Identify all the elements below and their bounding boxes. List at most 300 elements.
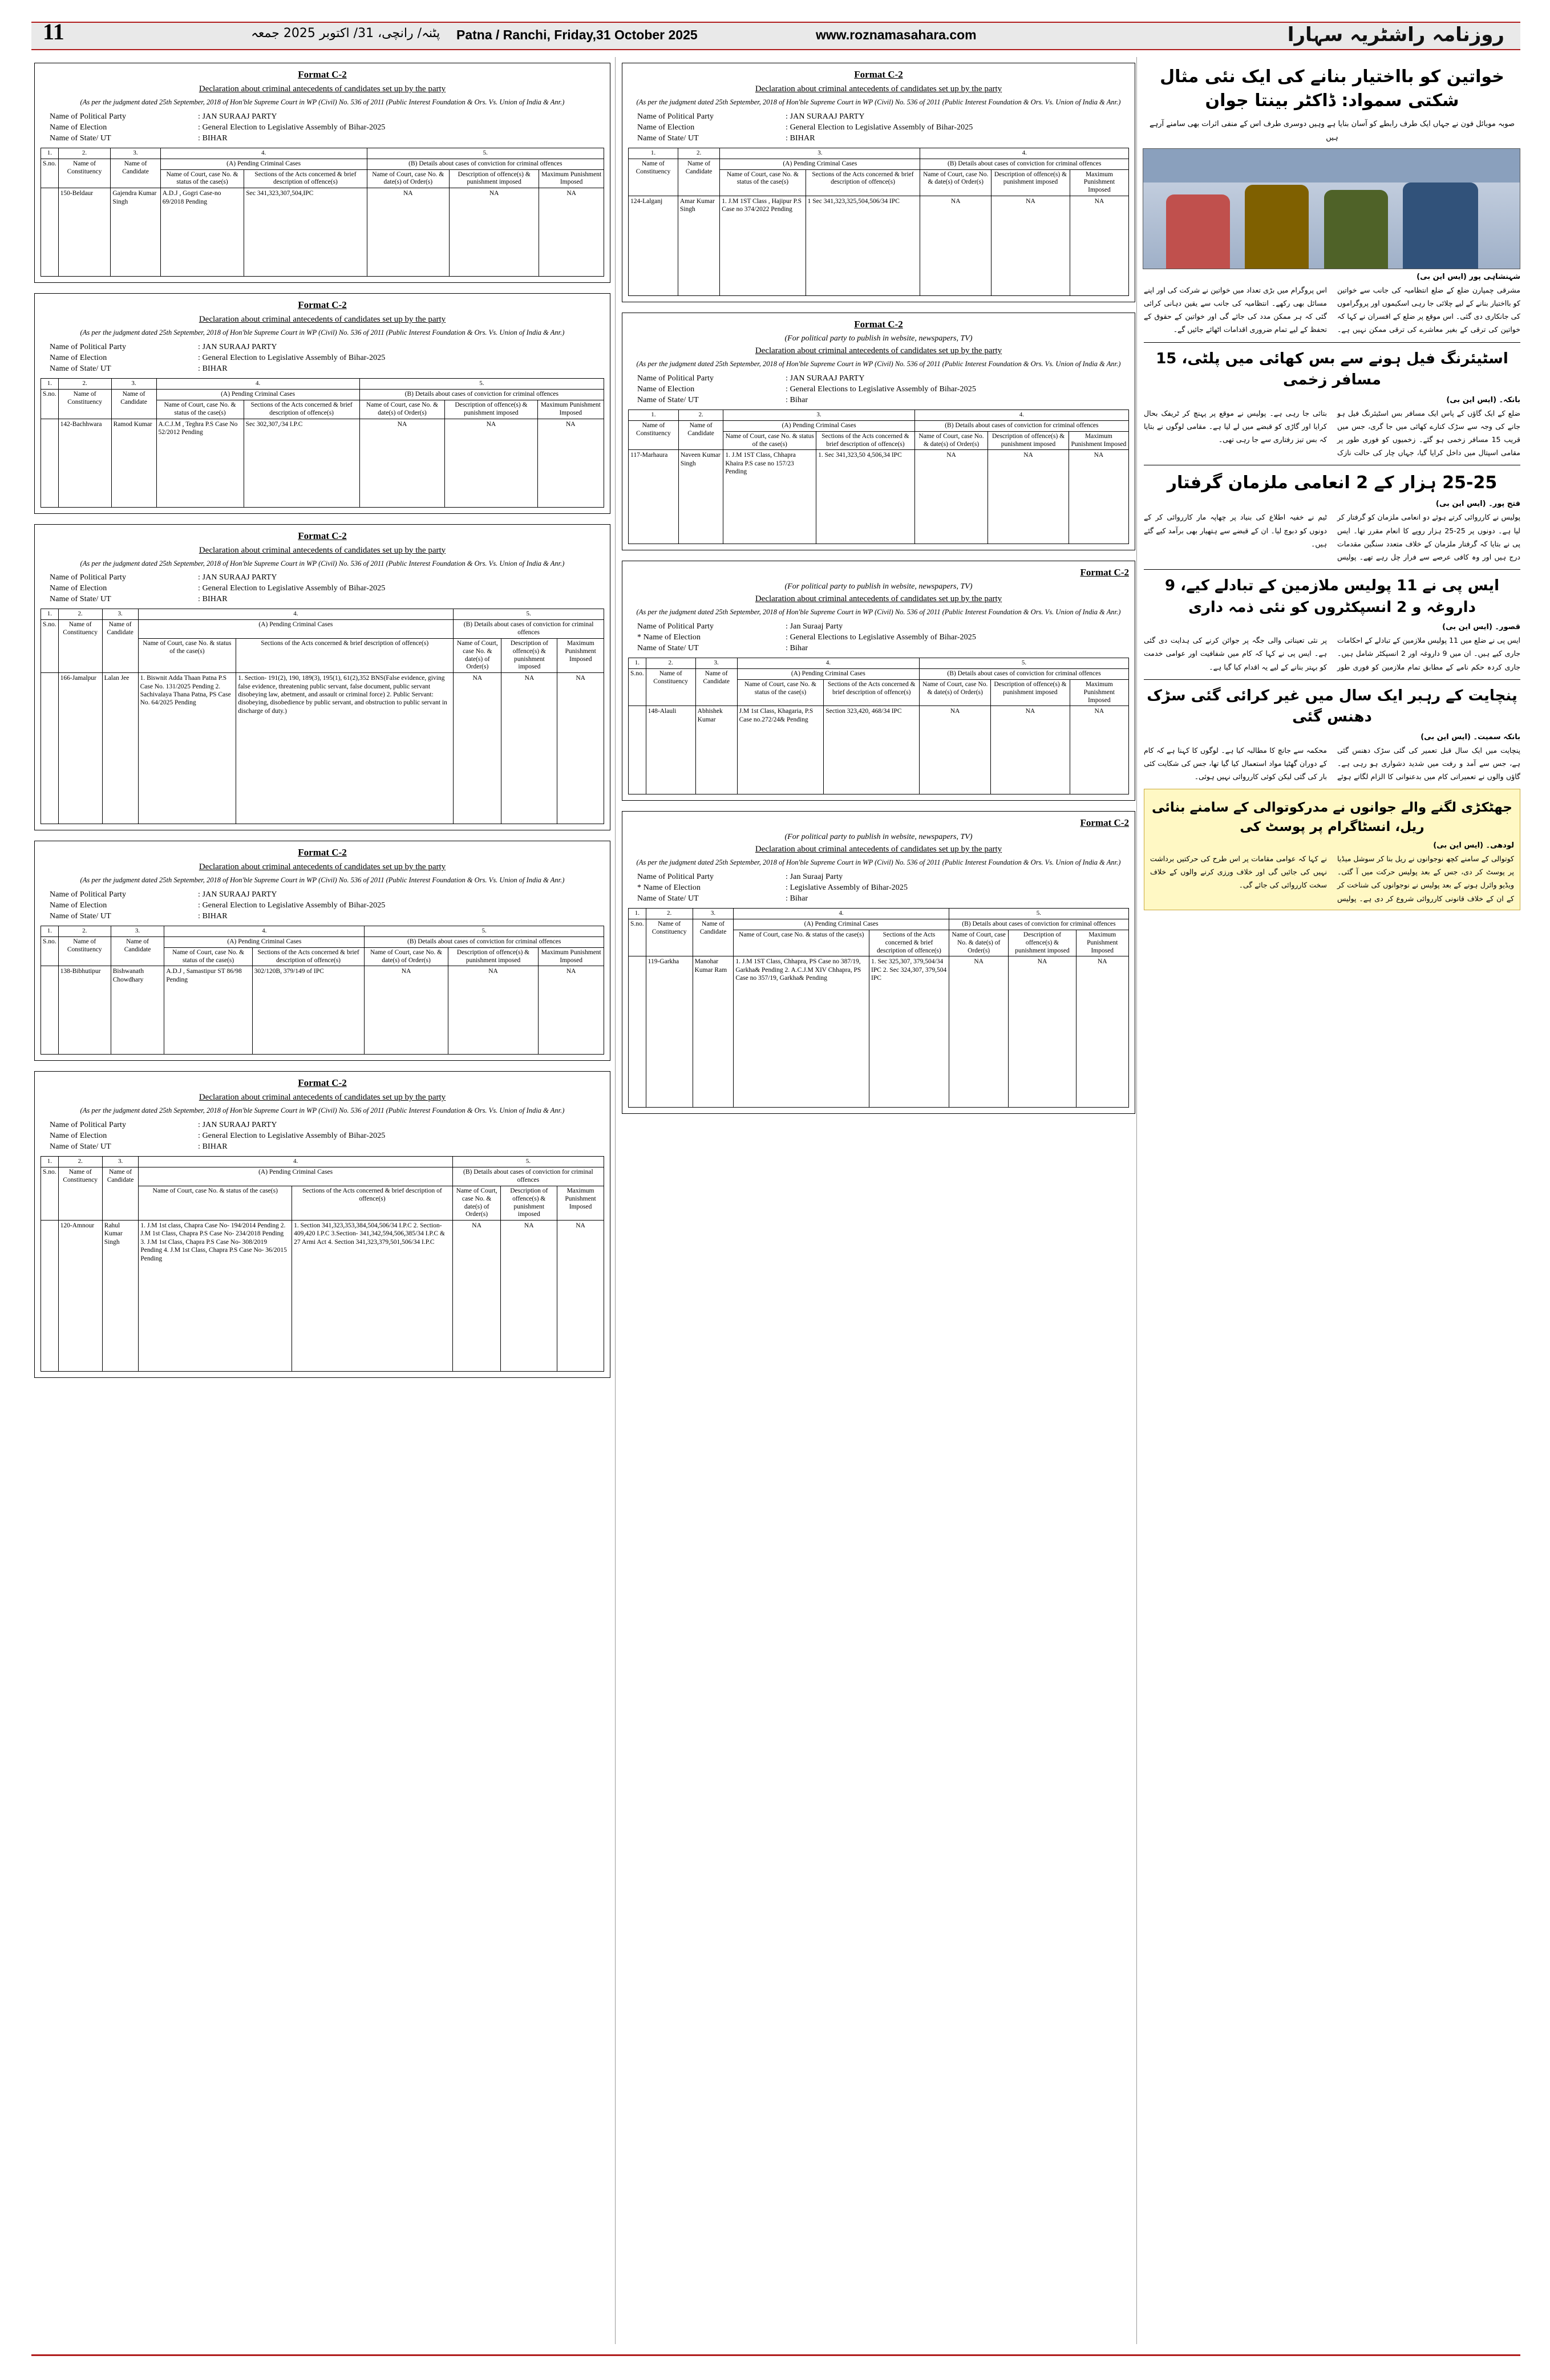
article-dateline: بانکہ سمیت۔ (ایس این بی) [1421,733,1520,742]
label-state: Name of State/ UT [50,595,111,604]
table-row [41,620,604,639]
label-state: Name of State/ UT [50,364,111,374]
format-c2-block [34,1071,610,1378]
candidates-table [41,609,604,824]
label-election: Name of Election [637,123,695,132]
value-state: : Bihar [786,395,808,404]
article-dateline: قصور۔ (ایس این بی) [1442,623,1520,632]
candidates-table [628,148,1129,296]
th-sno: S.no. [41,620,59,673]
th-pending: (A) Pending Criminal Cases [138,620,454,639]
th-conviction: (B) Details about cases of conviction for criminal offences [920,669,1129,680]
format-title: Format C-2 [854,69,903,80]
format-judgment: (As per the judgment dated 25th September, 2018 of Hon'ble Supreme Court in WP (Civil) No. 536 of 2011 (Public Interest Foundation & Ors. Vs. Union of India & Anr.) [80,98,565,106]
label-state: Name of State/ UT [50,133,111,143]
td-sno [41,419,59,507]
table-row [629,919,1129,930]
article-body: مشرقی چمپارن ضلع کے ضلع انتظامیہ کی جانب سے خواتین کو بااختیار بنانے کے لیے چلائی جا رہی اسکیموں اور پروگراموں کی جانکاری دی گئی۔ اس موقع پر ضلع کے افسران نے کہا کہ خواتین کی ترقی کے بغیر معاشرے کی ترقی ممکن نہیں ہے۔ اس پروگرام میں بڑی تعداد میں خواتین نے شرکت کی اور اپنے مسائل بھی رکھے۔ انتظامیہ کی جانب سے یقین دہانی کرائی گئی کہ ہر ممکن مدد کی جائے گی اور خواتین کے حقوق کے تحفظ کے لیے تمام ضروری اقدامات اٹھائے جائیں گے۔ [1144,286,1520,334]
format-declaration: Declaration about criminal antecedents of candidates set up by the party [199,545,446,555]
td-sections: 1. Sec 325,307, 379,504/34 IPC 2. Sec 324,307, 379,504 IPC [869,956,949,1108]
label-election: Name of Election [50,901,107,910]
col-num: 1. [41,926,59,937]
td-court-status: A.D.J , Gogri Case-no 69/2018 Pending [160,188,244,277]
article-body: کوتوالی کے سامنے کچھ نوجوانوں نے ریل بنا کر سوشل میڈیا پر پوسٹ کر دی، جس کے بعد پولیس حرکت میں آ گئی۔ ویڈیو وائرل ہونے کے بعد پولیس نے نوجوانوں کی شناخت کر کے ان کے خلاف قانونی کارروائی شروع کر دی ہے۔ پولیس نے کہا کہ عوامی مقامات پر اس طرح کی حرکتیں برداشت نہیں کی جائیں گی اور خلاف ورزی کرنے والوں کے خلاف سخت کارروائی کی جائے گی۔ [1150,854,1514,903]
column-divider-1 [615,57,616,2344]
col-num: 4. [138,609,454,620]
col-num: 4. [737,658,919,669]
th-constituency: Name of Constituency [646,669,695,706]
article-dateline: شہنشاہی پور (ایس این بی) [1417,273,1520,282]
masthead-urdu-date: پٹنہ/ رانچی، 31/ اکتوبر 2025 جمعہ [251,26,440,40]
td-maxpun: NA [1069,450,1128,544]
td-court-status: 1. J.M 1ST Class, Chhapra, PS Case no 387/19, Garkha& Pending 2. A.C.J.M XIV Chhapra, PS Case no 357/19, Garkha& Pending [734,956,869,1108]
td-maxpun: NA [1070,706,1128,794]
label-election: Name of Election [50,1132,107,1141]
th-maxpun: Maximum Punishment Imposed [539,947,604,966]
col-num: 1. [41,1157,59,1167]
col-num: 1. [41,148,59,159]
td-description: NA [991,706,1070,794]
format-c2-block [622,561,1135,801]
th-maxpun: Maximum Punishment Imposed [557,1186,604,1220]
td-court-conv: NA [949,956,1009,1108]
value-election: : General Election to Legislative Assembly of Bihar-2025 [786,123,973,132]
table-row [41,926,604,937]
article-lead: صوبہ موبائل فون نے جہاں ایک طرف رابطے کو آسان بنایا ہے وہیں دوسری طرف اس کے منفی اثرات بھی سامنے آرہے ہیں [1149,120,1515,143]
format-c2-block [34,293,610,513]
td-constituency: 166-Jamalpur [58,673,102,824]
value-state: : BIHAR [786,133,815,143]
article-body: پنچایت میں ایک سال قبل تعمیر کی گئی سڑک دھنس گئی ہے، جس سے آمد و رفت میں شدید دشواری ہو رہی ہے۔ گاؤں والوں نے تعمیراتی کام میں بدعنوانی کا الزام لگاتے ہوئے محکمہ سے جانچ کا مطالبہ کیا ہے۔ لوگوں کا کہنا ہے کہ کام کے دوران گھٹیا مواد استعمال کیا گیا تھا، جس کی شکایت کئی بار کی گئی لیکن کوئی کارروائی نہیں ہوئی۔ [1144,746,1520,781]
col-num: 2. [678,409,723,420]
th-maxpun: Maximum Punishment Imposed [539,169,604,188]
td-constituency: 138-Bibhutipur [58,966,111,1055]
format-title: Format C-2 [298,847,347,858]
td-court-status: A.D.J , Samastipur ST 86/98 Pending [164,966,252,1055]
label-state: Name of State/ UT [637,894,699,903]
value-party: : JAN SURAAJ PARTY [786,374,865,383]
table-row [41,937,604,948]
td-candidate: Naveen Kumar Singh [678,450,723,544]
col-num: 5. [920,658,1129,669]
value-election: : General Elections to Legislative Assembly of Bihar-2025 [786,633,976,642]
col-num: 2. [58,148,111,159]
table-row [629,420,1129,431]
format-judgment: (As per the judgment dated 25th September, 2018 of Hon'ble Supreme Court in WP (Civil) No. 536 of 2011 (Public Interest Foundation & Ors. Vs. Union of India & Anr.) [80,329,565,337]
label-party: Name of Political Party [637,873,714,882]
photo-person [1403,183,1478,269]
table-row [629,706,1129,794]
th-maxpun: Maximum Punishment Imposed [1069,431,1128,450]
section-divider [1144,569,1520,570]
table-row [41,1157,604,1167]
td-maxpun: NA [1070,196,1128,296]
th-court-conv: Name of Court, case No. & date(s) of Order(s) [949,930,1009,956]
value-state: : BIHAR [198,595,228,604]
th-conviction: (B) Details about cases of conviction for criminal offences [367,159,604,169]
td-description: NA [991,196,1070,296]
col-num: 3. [102,609,138,620]
td-sections: 302/120B, 379/149 of IPC [252,966,365,1055]
td-candidate: Ramod Kumar [111,419,156,507]
th-candidate: Name of Candidate [678,420,723,449]
value-state: : Bihar [786,644,808,653]
label-state: Name of State/ UT [50,912,111,921]
th-sections: Sections of the Acts concerned & brief description of offence(s) [824,680,920,706]
th-description: Description of offence(s) & punishment imposed [501,1186,557,1220]
col-num: 2. [678,148,719,159]
th-conviction: (B) Details about cases of conviction for criminal offences [454,620,604,639]
label-party: Name of Political Party [50,112,127,121]
col-num: 3. [111,926,164,937]
label-state: Name of State/ UT [637,644,699,653]
value-election: : General Election to Legislative Assembly of Bihar-2025 [198,354,386,363]
th-candidate: Name of Candidate [111,937,164,966]
td-sections: 1. Sec 341,323,50 4,506,34 IPC [816,450,915,544]
article-block [1144,65,1520,336]
th-court-conv: Name of Court, case No. & date(s) of Order(s) [914,431,988,450]
td-sno [41,1221,59,1372]
page-number: 11 [43,19,64,44]
td-court-conv: NA [914,450,988,544]
label-party: Name of Political Party [50,343,127,352]
value-party: : JAN SURAAJ PARTY [198,1121,277,1130]
value-election: : General Election to Legislative Assembly of Bihar-2025 [198,584,386,593]
format-c2-block [34,524,610,831]
th-pending: (A) Pending Criminal Cases [164,937,365,948]
article-headline[interactable]: خواتین کو بااختیار بنانے کی ایک نئی مثال شکتی سمواد: ڈاکٹر بینتا جوان [1160,67,1504,111]
col-num: 3. [102,1157,139,1167]
th-candidate: Name of Candidate [695,669,737,706]
col-num: 3. [111,379,156,390]
col-num: 3. [693,909,734,919]
th-court-conv: Name of Court, case No. & date(s) of Order(s) [365,947,448,966]
td-candidate: Lalan Jee [102,673,138,824]
article-headline[interactable]: ایس پی نے 11 پولیس ملازمین کے تبادلے کیے، 9 داروغہ و 2 انسپکٹروں کو نئی ذمہ داری [1164,577,1500,616]
format-title: Format C-2 [298,1077,347,1089]
td-sections: 1 Sec 341,323,325,504,506/34 IPC [806,196,920,296]
th-court-status: Name of Court, case No. & status of the case(s) [138,639,236,673]
column-middle [622,63,1135,1124]
td-candidate: Bishwanath Chowdhary [111,966,164,1055]
th-sections: Sections of the Acts concerned & brief description of offence(s) [244,400,359,419]
format-judgment: (As per the judgment dated 25th September, 2018 of Hon'ble Supreme Court in WP (Civil) No. 536 of 2011 (Public Interest Foundation & Ors. Vs. Union of India & Anr.) [80,559,565,567]
td-court-status: 1. J.M 1ST Class , Hajipur P.S Case no 374/2022 Pending [720,196,806,296]
article-block [1144,471,1520,563]
th-maxpun: Maximum Punishment Imposed [1070,169,1128,196]
td-maxpun: NA [537,419,604,507]
th-constituency: Name of Constituency [646,919,693,956]
table-row [41,609,604,620]
th-maxpun: Maximum Punishment Imposed [557,639,604,673]
th-sections: Sections of the Acts concerned & brief description of offence(s) [252,947,365,966]
col-num: 3. [723,409,914,420]
td-description: NA [448,966,539,1055]
td-court-conv: NA [365,966,448,1055]
label-party: Name of Political Party [50,890,127,899]
th-sections: Sections of the Acts concerned & brief description of offence(s) [806,169,920,196]
masthead-website[interactable]: www.roznamasahara.com [816,27,977,42]
th-sno: S.no. [41,1167,59,1221]
col-num: 1. [629,909,646,919]
th-description: Description of offence(s) & punishment imposed [991,169,1070,196]
article-block [1144,686,1520,784]
td-description: NA [445,419,537,507]
candidates-table [628,409,1129,544]
label-party: Name of Political Party [637,622,714,631]
candidates-table [41,148,604,277]
th-court-status: Name of Court, case No. & status of the case(s) [723,431,816,450]
photo-background [1143,149,1520,183]
th-description: Description of offence(s) & punishment imposed [991,680,1070,706]
th-conviction: (B) Details about cases of conviction for criminal offences [452,1167,604,1186]
th-constituency: Name of Constituency [58,390,111,419]
label-election-star: * Name of Election [637,883,701,893]
th-sno: S.no. [629,669,646,706]
td-sections: Section 323,420, 468/34 IPC [824,706,920,794]
article-block [1144,348,1520,460]
th-sections: Sections of the Acts concerned & brief description of offence(s) [244,169,367,188]
td-candidate: Rahul Kumar Singh [102,1221,139,1372]
col-num: 1. [41,379,59,390]
th-maxpun: Maximum Punishment Imposed [1070,680,1128,706]
label-election: Name of Election [50,354,107,363]
label-state: Name of State/ UT [50,1142,111,1152]
td-sections: Sec 302,307,/34 I.P.C [244,419,359,507]
td-court-status: 1. J.M 1ST Class, Chhapra Khaira P.S case no 157/23 Pending [723,450,816,544]
label-state: Name of State/ UT [637,133,699,143]
td-maxpun: NA [557,1221,604,1372]
format-judgment: (As per the judgment dated 25th September, 2018 of Hon'ble Supreme Court in WP (Civil) No. 536 of 2011 (Public Interest Foundation & Ors. Vs. Union of India & Anr.) [636,858,1121,867]
format-declaration: Declaration about criminal antecedents of candidates set up by the party [199,315,446,325]
format-declaration: Declaration about criminal antecedents of candidates set up by the party [755,845,1002,854]
th-court-conv: Name of Court, case No. & date(s) of Order(s) [920,169,991,196]
candidates-table [628,908,1129,1108]
format-judgment: (As per the judgment dated 25th September, 2018 of Hon'ble Supreme Court in WP (Civil) No. 536 of 2011 (Public Interest Foundation & Ors. Vs. Union of India & Anr.) [80,876,565,885]
th-pending: (A) Pending Criminal Cases [139,1167,452,1186]
td-constituency: 150-Beldaur [58,188,111,277]
th-pending: (A) Pending Criminal Cases [720,159,920,169]
col-num: 5. [359,379,604,390]
td-constituency: 119-Garkha [646,956,693,1108]
th-sno: S.no. [41,159,59,188]
th-sno: S.no. [41,937,59,966]
photo-person [1245,185,1309,269]
col-num: 4. [734,909,949,919]
th-description: Description of offence(s) & punishment imposed [450,169,539,188]
th-sno: S.no. [629,919,646,956]
th-constituency: Name of Constituency [58,937,111,966]
td-candidate: Amar Kumar Singh [678,196,719,296]
label-party: Name of Political Party [50,573,127,582]
col-num: 3. [720,148,920,159]
td-court-conv: NA [920,196,991,296]
value-state: : BIHAR [198,364,228,374]
td-court-status: A.C.J.M , Teghra P.S Case No 52/2012 Pending [156,419,244,507]
th-court-status: Name of Court, case No. & status of the case(s) [164,947,252,966]
format-title: Format C-2 [854,319,903,330]
format-c2-block [34,63,610,283]
th-court-conv: Name of Court, case No. & date(s) of Order(s) [452,1186,501,1220]
td-court-status: J.M 1st Class, Khagaria, P.S Case no.272/24& Pending [737,706,824,794]
col-num: 4. [156,379,359,390]
table-row [629,159,1129,169]
format-title: Format C-2 [1080,567,1129,578]
article-headline[interactable]: 25-25 ہزار کے 2 انعامی ملزمان گرفتار [1167,473,1498,493]
photo-person [1324,190,1388,269]
th-description: Description of offence(s) & punishment imposed [448,947,539,966]
td-description: NA [501,673,557,824]
th-court-status: Name of Court, case No. & status of the case(s) [720,169,806,196]
td-sections: 1. Section- 191(2), 190, 189(3), 195(1), 61(2),352 BNS(False evidence, giving false evidence, threatening public servant, false document, public servant disobeying law, abetment, and assault or criminal force) 2. Public Servant: disobeying, disobedience by public servant, and obstruction to public servant in discharge of duty.) [236,673,454,824]
value-election: : General Election to Legislative Assembly of Bihar-2025 [198,1132,386,1141]
th-constituency: Name of Constituency [629,420,679,449]
value-election: : General Election to Legislative Assembly of Bihar-2025 [198,901,386,910]
value-party: : Jan Suraaj Party [786,873,843,882]
th-pending: (A) Pending Criminal Cases [723,420,914,431]
table-row [41,188,604,277]
col-num: 4. [164,926,365,937]
value-party: : JAN SURAAJ PARTY [198,343,277,352]
td-constituency: 124-Lalganj [629,196,678,296]
td-court-conv: NA [920,706,991,794]
value-election: : General Elections to Legislative Assembly of Bihar-2025 [786,384,976,394]
th-candidate: Name of Candidate [693,919,734,956]
th-court-conv: Name of Court, case No. & date(s) of Order(s) [367,169,450,188]
th-maxpun: Maximum Punishment Imposed [537,400,604,419]
label-election: Name of Election [50,123,107,132]
th-sections: Sections of the Acts concerned & brief description of offence(s) [869,930,949,956]
candidates-table [41,1156,604,1372]
col-num: 2. [646,658,695,669]
td-court-conv: NA [367,188,450,277]
article-headline[interactable]: اسٹیئرنگ فیل ہونے سے بس کھائی میں پلٹی، 15 مسافر زخمی [1156,350,1508,389]
td-sections: Sec 341,323,307,504,IPC [244,188,367,277]
col-num: 2. [58,609,102,620]
value-party: : JAN SURAAJ PARTY [786,112,865,121]
table-row [629,658,1129,669]
td-sno [41,966,59,1055]
col-num: 3. [111,148,160,159]
td-description: NA [450,188,539,277]
col-num: 2. [58,926,111,937]
table-row [41,419,604,507]
td-maxpun: NA [1076,956,1128,1108]
td-constituency: 117-Marhaura [629,450,679,544]
th-conviction: (B) Details about cases of conviction for criminal offences [365,937,604,948]
col-num: 1. [629,658,646,669]
td-court-conv: NA [454,673,501,824]
th-sections: Sections of the Acts concerned & brief description of offence(s) [292,1186,453,1220]
label-election: Name of Election [50,584,107,593]
format-c2-block [622,313,1135,550]
article-dateline: بانکہ۔ (ایس این بی) [1446,395,1520,404]
label-election-star: * Name of Election [637,633,701,642]
th-conviction: (B) Details about cases of conviction for criminal offences [359,390,604,400]
th-pending: (A) Pending Criminal Cases [737,669,919,680]
table-row [41,1221,604,1372]
td-sno [41,673,59,824]
format-declaration: Declaration about criminal antecedents of candidates set up by the party [755,84,1002,94]
th-sections: Sections of the Acts concerned & brief description of offence(s) [236,639,454,673]
table-row [41,1167,604,1186]
value-election: : Legislative Assembly of Bihar-2025 [786,883,908,893]
article-dateline: لودھی۔ (ایس این بی) [1433,841,1514,850]
format-title: Format C-2 [298,69,347,80]
td-court-status: 1. Biswnit Adda Thaan Patna P.S Case No. 131/2025 Pending 2. Sachivalaya Thana Patna, PS Case No. 64/2025 Pending [138,673,236,824]
format-declaration: Declaration about criminal antecedents of candidates set up by the party [755,346,1002,356]
table-row [629,450,1129,544]
col-num: 4. [914,409,1128,420]
article-body: ایس پی نے ضلع میں 11 پولیس ملازمین کے تبادلے کے احکامات جاری کیے ہیں۔ ان میں 9 داروغہ اور 2 انسپکٹر شامل ہیں۔ جاری کردہ حکم نامے کے مطابق تمام ملازمین کو فوری طور پر نئی تعیناتی والی جگہ پر جوائن کرنے کی ہدایت دی گئی ہے۔ ایس پی نے کہا کہ کام میں شفافیت اور عوامی خدمت کو بہتر بنانے کے لیے یہ اقدام کیا گیا ہے۔ [1144,636,1520,671]
th-candidate: Name of Candidate [111,390,156,419]
article-headline[interactable]: جھٹکڑی لگنے والے جوانوں نے مدرکوتوالی کے سامنے بنائی ریل، انسٹاگرام پر پوسٹ کی [1151,800,1512,834]
td-description: NA [501,1221,557,1372]
article-block [1144,575,1520,674]
col-num: 2. [58,1157,102,1167]
label-party: Name of Political Party [637,112,714,121]
td-sno [41,188,59,277]
format-declaration: Declaration about criminal antecedents of candidates set up by the party [199,862,446,872]
format-declaration: Declaration about criminal antecedents of candidates set up by the party [199,84,446,94]
article-dateline: فتح پور۔ (ایس این بی) [1435,500,1520,509]
value-party: : JAN SURAAJ PARTY [198,573,277,582]
th-constituency: Name of Constituency [58,1167,102,1221]
th-pending: (A) Pending Criminal Cases [156,390,359,400]
td-court-conv: NA [359,419,445,507]
format-subtitle: (For political party to publish in website, newspapers, TV) [784,334,973,343]
label-party: Name of Political Party [637,374,714,383]
th-court-status: Name of Court, case No. & status of the case(s) [139,1186,292,1220]
table-row [629,409,1129,420]
th-court-status: Name of Court, case No. & status of the case(s) [737,680,824,706]
th-candidate: Name of Candidate [111,159,160,188]
column-left [34,63,610,1388]
table-row [41,159,604,169]
table-row [41,966,604,1055]
th-conviction: (B) Details about cases of conviction for criminal offences [920,159,1129,169]
format-declaration: Declaration about criminal antecedents of candidates set up by the party [755,594,1002,604]
article-body: ضلع کے ایک گاؤں کے پاس ایک مسافر بس اسٹیئرنگ فیل ہو جانے کی وجہ سے سڑک کنارے کھائی میں جا گری، جس میں قریب 15 مسافر زخمی ہو گئے۔ زخمیوں کو فوری طور پر مقامی اسپتال میں داخل کرایا گیا، جہاں چار کی حالت نازک بتائی جا رہی ہے۔ پولیس نے موقع پر پہنچ کر ٹریفک بحال کرایا اور گاڑی کو قبضے میں لے لیا ہے۔ مقامی لوگوں نے بتایا کہ بس تیز رفتاری سے جا رہی تھی۔ [1144,408,1520,457]
th-description: Description of offence(s) & punishment imposed [1009,930,1076,956]
td-maxpun: NA [539,188,604,277]
th-description: Description of offence(s) & punishment imposed [445,400,537,419]
table-row [629,669,1129,680]
th-court-status: Name of Court, case No. & status of the case(s) [734,930,869,956]
th-conviction: (B) Details about cases of conviction for criminal offences [914,420,1128,431]
th-description: Description of offence(s) & punishment imposed [988,431,1069,450]
col-num: 4. [920,148,1129,159]
column-divider-2 [1136,57,1137,2344]
footer-rule [31,2354,1520,2356]
th-constituency: Name of Constituency [629,159,678,196]
highlight-article-block [1144,789,1520,910]
masthead [0,0,1550,52]
th-pending: (A) Pending Criminal Cases [160,159,367,169]
format-subtitle: (For political party to publish in website, newspapers, TV) [784,833,973,842]
th-maxpun: Maximum Punishment Imposed [1076,930,1128,956]
section-divider [1144,679,1520,680]
td-maxpun: NA [539,966,604,1055]
value-election: : General Election to Legislative Assembly of Bihar-2025 [198,123,386,132]
table-row [41,673,604,824]
col-num: 1. [629,148,678,159]
td-sno [629,706,646,794]
format-subtitle: (For political party to publish in website, newspapers, TV) [784,582,973,591]
th-court-conv: Name of Court, case No. & date(s) of Order(s) [454,639,501,673]
th-sections: Sections of the Acts concerned & brief description of offence(s) [816,431,915,450]
article-headline[interactable]: پنچایت کے رہبر ایک سال میں غیر کرائی گئی سڑک دھنس گئی [1147,687,1517,726]
